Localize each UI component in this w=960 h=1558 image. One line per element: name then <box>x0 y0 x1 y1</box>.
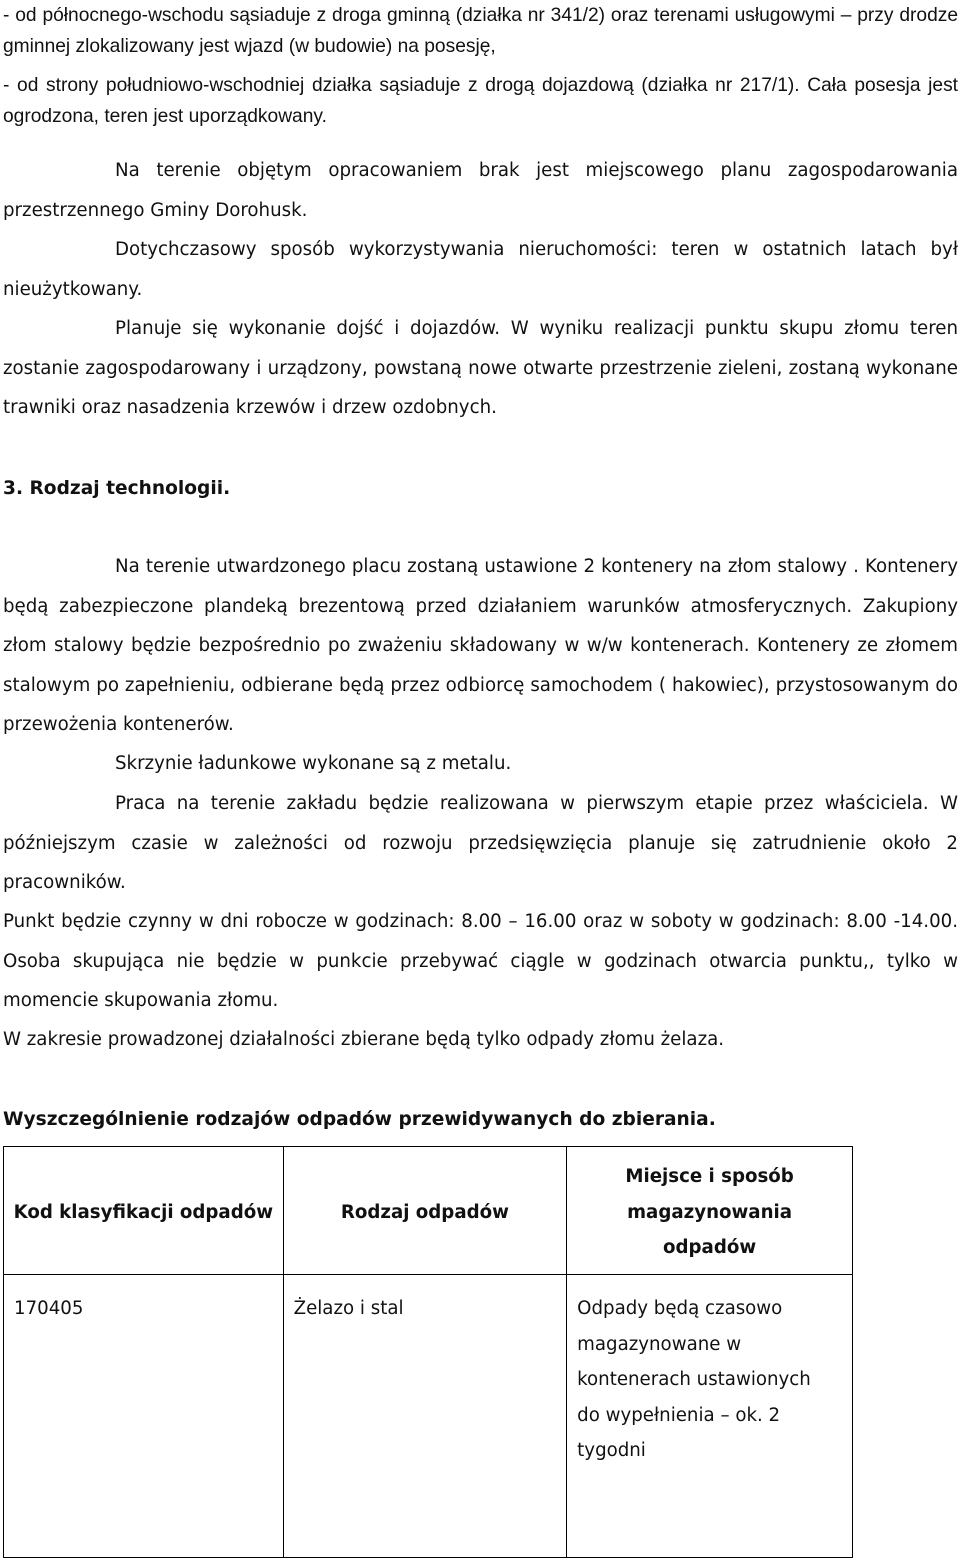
paragraph-containers: Na terenie utwardzonego placu zostaną ustawione 2 kontenery na złom stalowy . Kontenery będą zabezpieczone plandeką brezentową przed działaniem warunków atmosferycznych. Zakupiony złom stalowy będzie bezpośrednio po zważeniu składowany w w/w kontenerach. Kontenery ze złomem stalowym po zapełnieniu, odbierane będą przez odbiorcę samochodem ( hakowiec), przystosowanym do przewożenia kontenerów. <box>3 556 958 735</box>
paragraph-planned-development: Planuje się wykonanie dojść i dojazdów. W wyniku realizacji punktu skupu złomu teren zostanie zagospodarowany i urządzony, powstaną nowe otwarte przestrzenie zieleni, zostaną wykonane trawniki oraz nasadzenia krzewów i drzew ozdobnych. <box>3 318 958 418</box>
header-waste-type: Rodzaj odpadów <box>283 1147 567 1275</box>
header-waste-code: Kod klasyfikacji odpadów <box>4 1147 284 1275</box>
waste-table <box>3 1146 853 1558</box>
paragraph-current-use: Dotychczasowy sposób wykorzystywania nieruchomości: teren w ostatnich latach był nieużytkowany. <box>3 239 958 300</box>
cell-storage-method: Odpady będą czasowo magazynowane w kontenerach ustawionych do wypełnienia – ok. 2 tygodni <box>567 1275 853 1558</box>
header-storage-method: Miejsce i sposób magazynowania odpadów <box>567 1147 853 1275</box>
paragraph-cargo-boxes: Skrzynie ładunkowe wykonane są z metalu. <box>115 753 512 774</box>
paragraph-neighbors-southeast: - od strony południowo-wschodniej działka sąsiaduje z drogą dojazdową (działka nr 217/1). Cała posesja jest ogrodzona, teren jest uporządkowany. <box>3 75 958 127</box>
paragraph-zoning-plan: Na terenie objętym opracowaniem brak jest miejscowego planu zagospodarowania przestrzennego Gminy Dorohusk. <box>3 160 958 221</box>
paragraph-neighbors-northeast: - od północnego-wschodu sąsiaduje z droga gminną (działka nr 341/2) oraz terenami usługowymi – przy drodze gminnej zlokalizowany jest wjazd (w budowie) na posesję, <box>3 5 958 57</box>
table-heading-waste-types: Wyszczególnienie rodzajów odpadów przewidywanych do zbierania. <box>3 1109 716 1130</box>
section-heading-technology: 3. Rodzaj technologii. <box>3 478 231 499</box>
table-header-row <box>4 1147 853 1275</box>
cell-waste-code: 170405 <box>4 1275 284 1558</box>
cell-waste-type: Żelazo i stal <box>283 1275 567 1558</box>
paragraph-staffing: Praca na terenie zakładu będzie realizowana w pierwszym etapie przez właściciela. W późniejszym czasie w zależności od rozwoju przedsięwzięcia planuje się zatrudnienie około 2 pracowników. <box>3 793 958 893</box>
paragraph-opening-hours: Punkt będzie czynny w dni robocze w godzinach: 8.00 – 16.00 oraz w soboty w godzinach: 8.00 -14.00. Osoba skupująca nie będzie w punkcie przebywać ciągle w godzinach otwarcia punktu,, tylko w momencie skupowania złomu. <box>3 911 958 1011</box>
paragraph-waste-scope: W zakresie prowadzonej działalności zbierane będą tylko odpady złomu żelaza. <box>3 1029 725 1050</box>
table-row <box>4 1275 853 1558</box>
